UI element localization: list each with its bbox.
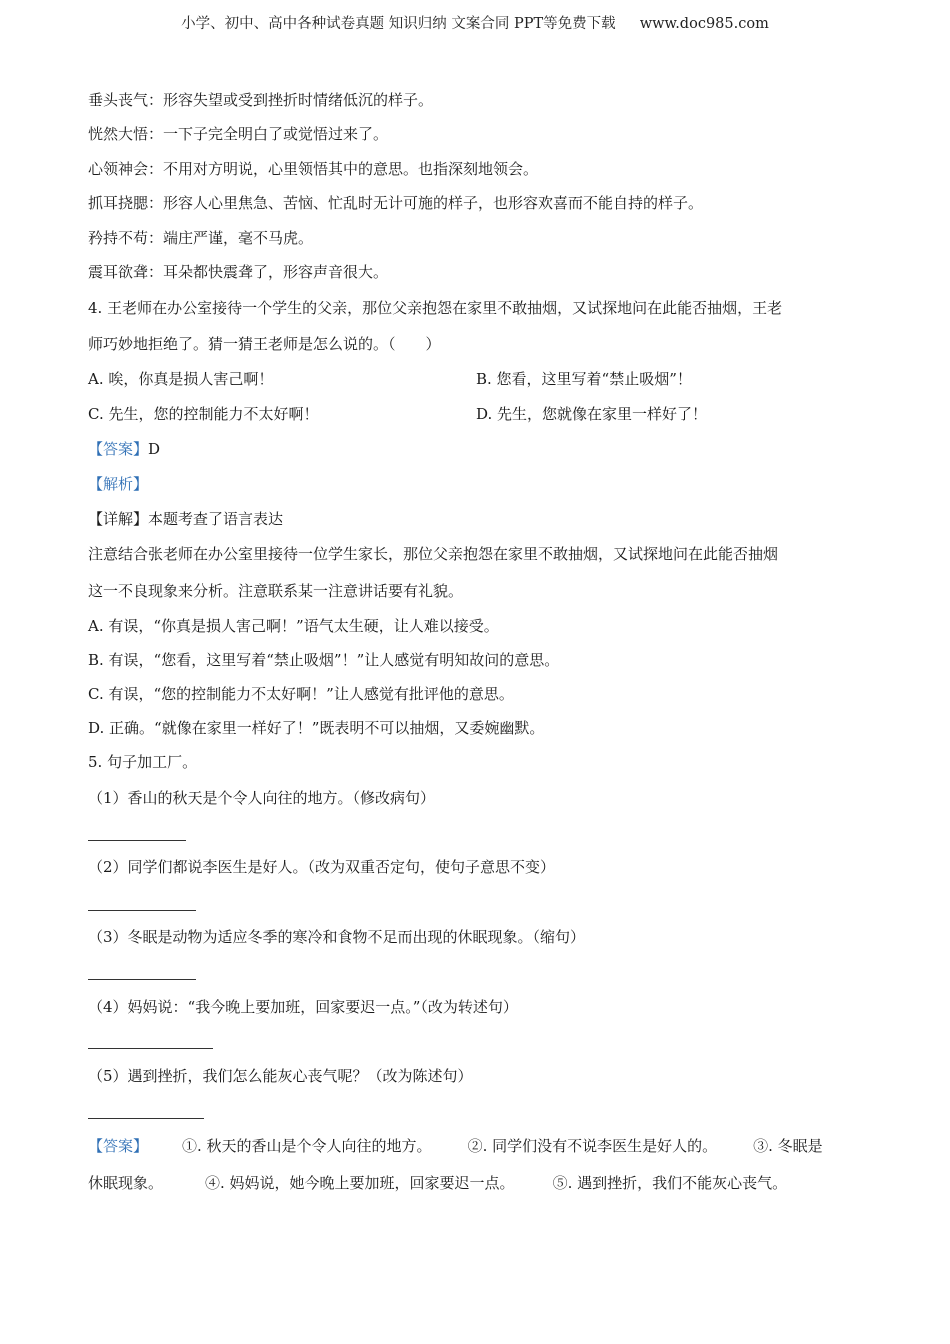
q4-judgment-a: A. 有误，“你真是损人害己啊！”语气太生硬，让人难以接受。 <box>88 617 499 635</box>
q4-option-b: B. 您看，这里写着“禁止吸烟”！ <box>476 370 692 388</box>
q4-stem-line1: 4. 王老师在办公室接待一个学生的父亲，那位父亲抱怨在家里不敢抽烟，又试探地问在此能否抽烟，王老 <box>88 299 783 317</box>
q5-item-4: （4）妈妈说：“我今晚上要加班，回家要迟一点。”（改为转述句） <box>88 998 518 1016</box>
q4-explanation-line1: 注意结合张老师在办公室里接待一位学生家长，那位父亲抱怨在家里不敢抽烟，又试探地问在此能否抽烟 <box>88 545 779 563</box>
idiom-line: 恍然大悟：一下子完全明白了或觉悟过来了。 <box>88 125 389 143</box>
idiom-line: 心领神会：不用对方明说，心里领悟其中的意思。也指深刻地领会。 <box>88 160 539 178</box>
detail-tag: 【详解】 <box>88 510 149 528</box>
q4-judgment-b: B. 有误，“您看，这里写着“禁止吸烟”！”让人感觉有明知故问的意思。 <box>88 651 560 669</box>
answer-tag: 【答案】 <box>88 1137 149 1155</box>
q4-option-d: D. 先生，您就像在家里一样好了！ <box>476 405 708 423</box>
idiom-line: 震耳欲聋：耳朵都快震聋了，形容声音很大。 <box>88 263 389 281</box>
q5-item-1: （1）香山的秋天是个令人向往的地方。（修改病句） <box>88 789 436 807</box>
detail-text: 本题考查了语言表达 <box>148 510 284 528</box>
answer-blank-line <box>88 979 196 980</box>
idiom-line: 矜持不苟：端庄严谨，毫不马虎。 <box>88 229 314 247</box>
q5-answer-1: ①. 秋天的香山是个令人向往的地方。 <box>182 1137 432 1155</box>
header-text: 小学、初中、高中各种试卷真题 知识归纳 文案合同 PPT等免费下载 <box>181 16 616 32</box>
answer-blank-line <box>88 840 186 841</box>
q5-item-5: （5）遇到挫折，我们怎么能灰心丧气呢？（改为陈述句） <box>88 1067 473 1085</box>
q5-title: 5. 句子加工厂。 <box>88 753 198 771</box>
q5-answer-line1 <box>88 1136 823 1156</box>
q4-explanation-line2: 这一不良现象来分析。注意联系某一注意讲话要有礼貌。 <box>88 582 464 600</box>
answer-blank-line <box>88 1048 213 1049</box>
q4-option-a: A. 唉，你真是损人害己啊！ <box>88 370 274 388</box>
q5-answer-2: ②. 同学们没有不说李医生是好人的。 <box>467 1137 718 1155</box>
q5-item-2: （2）同学们都说李医生是好人。（改为双重否定句，使句子意思不变） <box>88 858 556 876</box>
q4-answer <box>88 439 160 459</box>
answer-tag: 【答案】 <box>88 440 149 458</box>
answer-value: D <box>148 440 161 458</box>
header-site: www.doc985.com <box>639 16 769 32</box>
idiom-line: 垂头丧气：形容失望或受到挫折时情绪低沉的样子。 <box>88 91 434 109</box>
q4-judgment-c: C. 有误，“您的控制能力不太好啊！”让人感觉有批评他的意思。 <box>88 685 514 703</box>
answer-blank-line <box>88 910 196 911</box>
q5-answer-3b: 休眠现象。 <box>88 1174 164 1192</box>
q5-item-3: （3）冬眠是动物为适应冬季的寒冷和食物不足而出现的休眠现象。（缩句） <box>88 928 586 946</box>
q5-answer-line2 <box>88 1173 787 1193</box>
answer-blank-line <box>88 1118 204 1119</box>
q4-option-c: C. 先生，您的控制能力不太好啊！ <box>88 405 319 423</box>
q4-detail <box>88 509 283 529</box>
q5-answer-3a: ③. 冬眠是 <box>753 1137 823 1155</box>
q4-judgment-d: D. 正确。“就像在家里一样好了！”既表明不可以抽烟，又委婉幽默。 <box>88 719 545 737</box>
q4-stem-line2: 师巧妙地拒绝了。猜一猜王老师是怎么说的。（ ） <box>88 335 441 353</box>
q5-answer-4: ④. 妈妈说，她今晚上要加班，回家要迟一点。 <box>205 1174 515 1192</box>
q5-answer-5: ⑤. 遇到挫折，我们不能灰心丧气。 <box>552 1174 788 1192</box>
page-header <box>0 12 950 33</box>
q4-analysis-tag: 【解析】 <box>88 475 149 493</box>
idiom-line: 抓耳挠腮：形容人心里焦急、苦恼、忙乱时无计可施的样子，也形容欢喜而不能自持的样子。 <box>88 194 704 212</box>
